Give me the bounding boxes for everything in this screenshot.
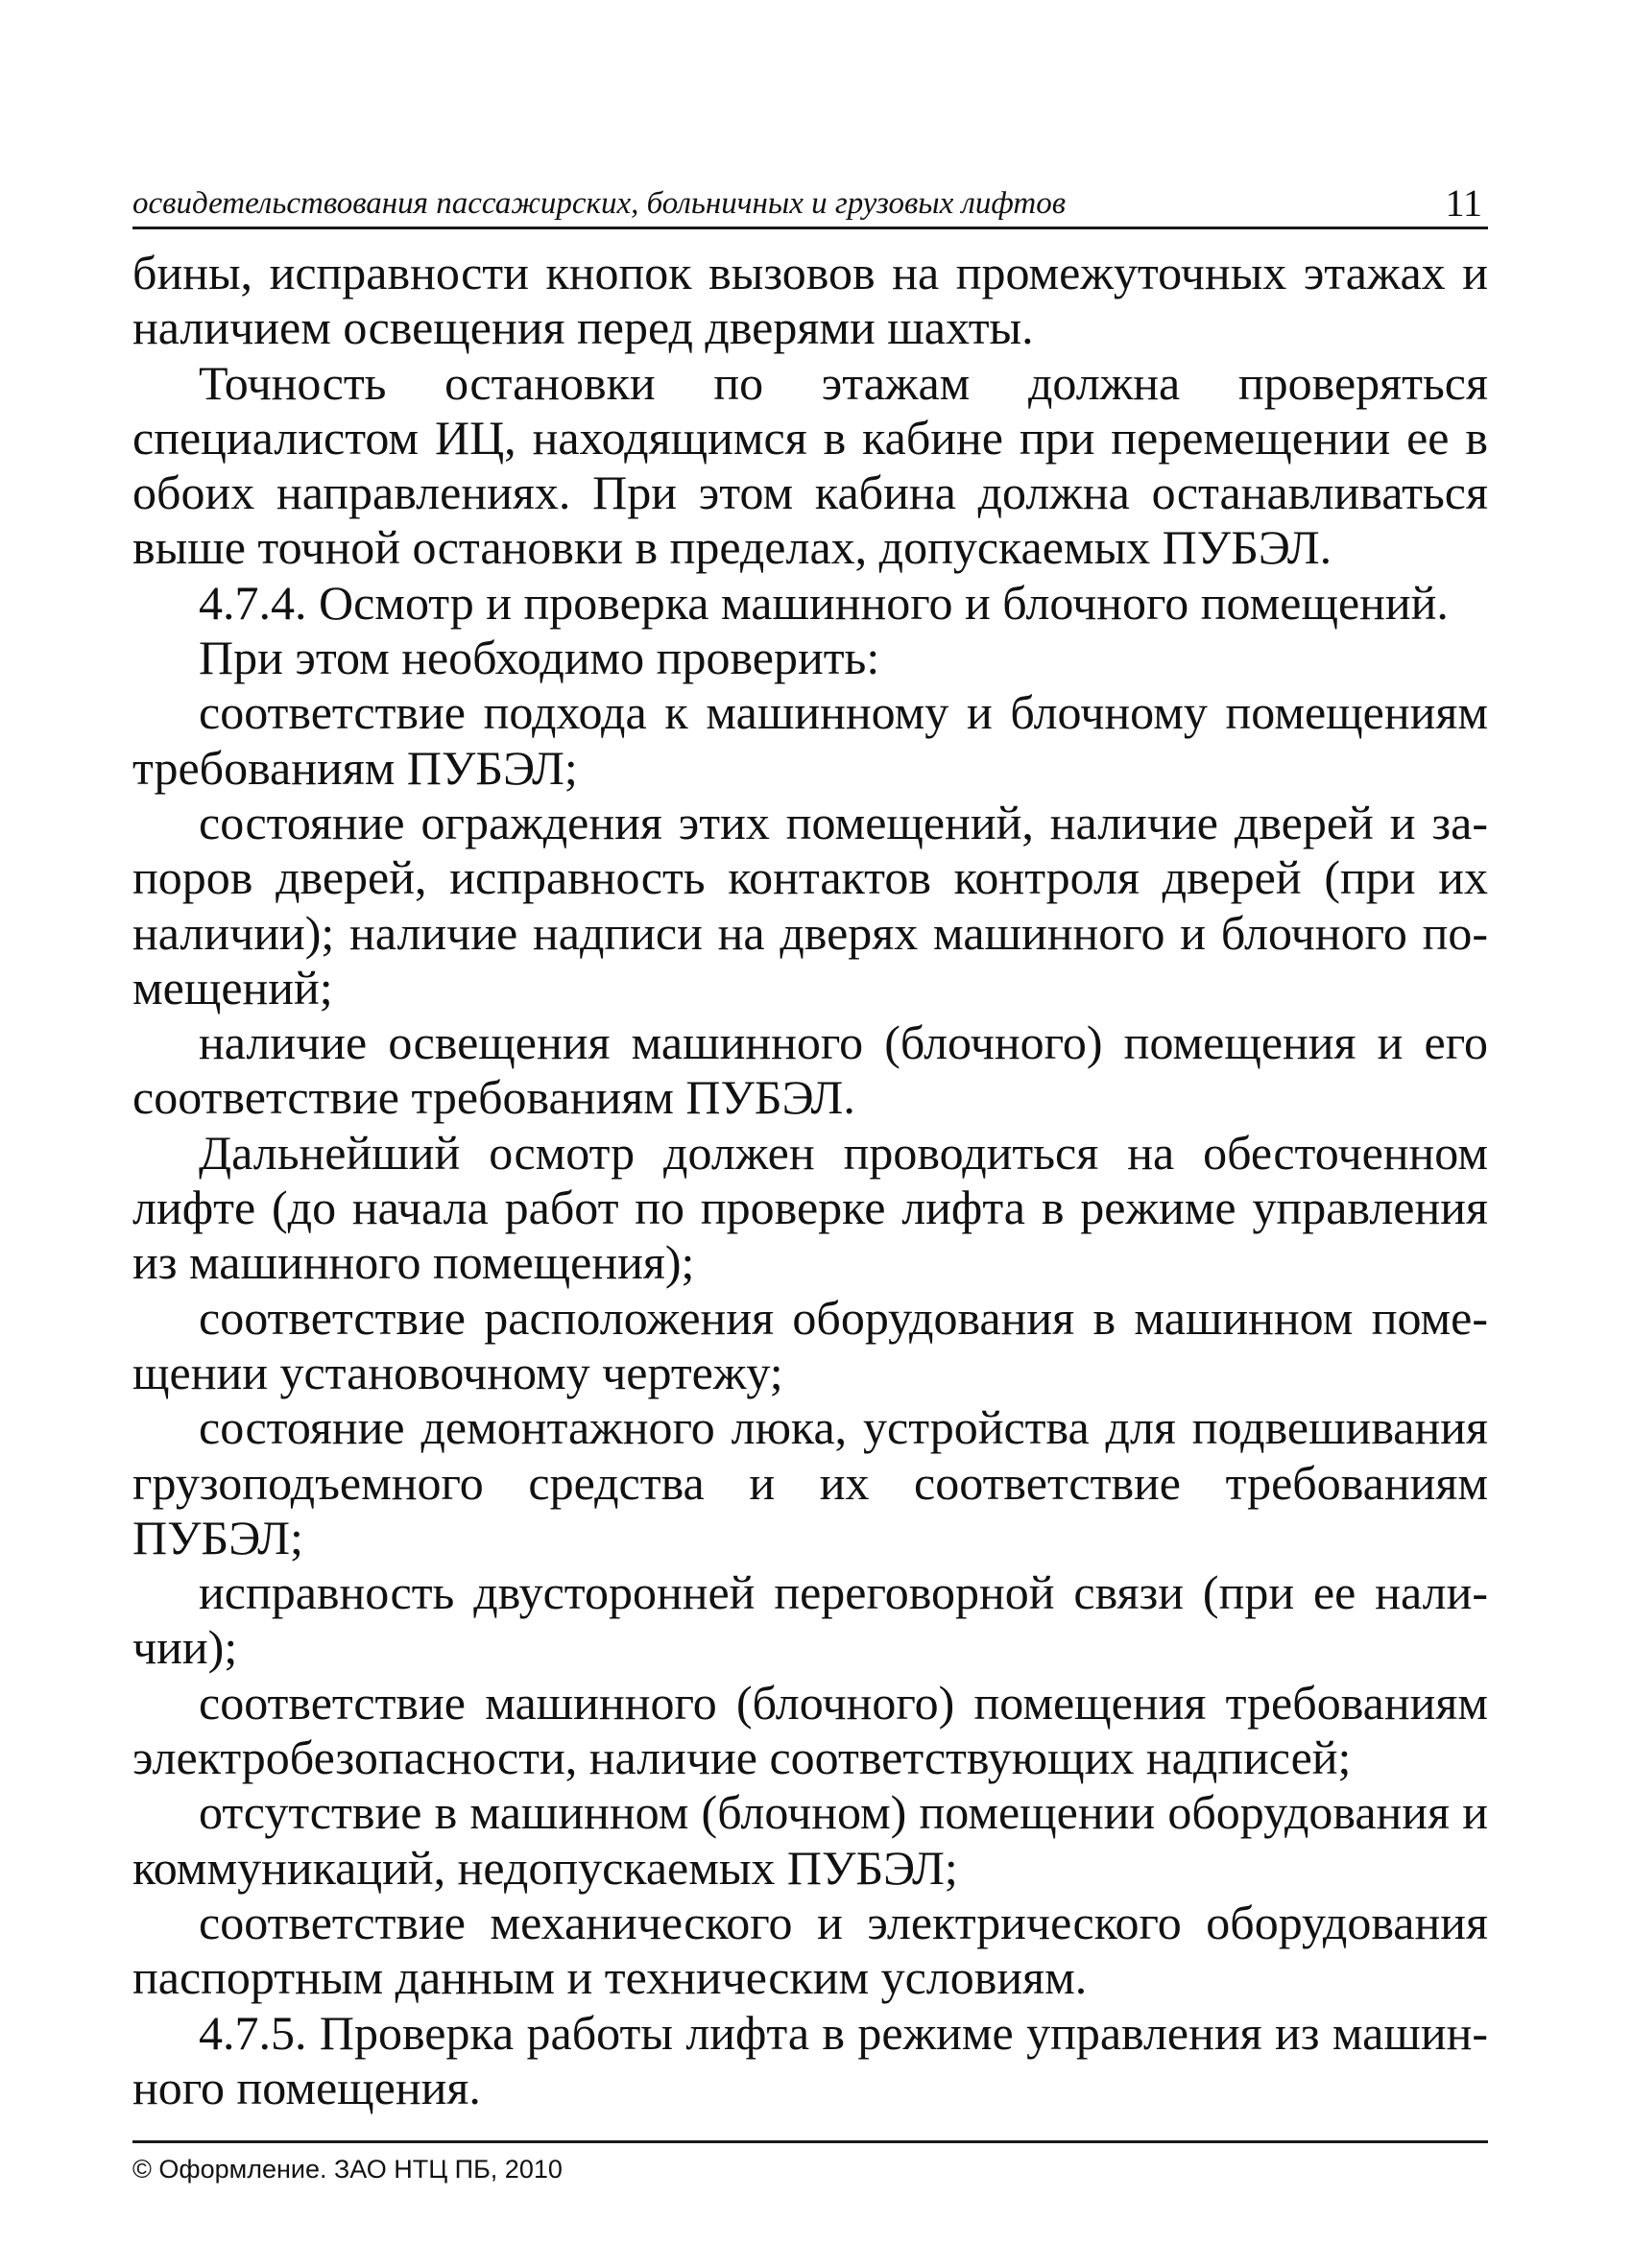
section-heading-4-7-5: 4.7.5. Проверка работы лифта в режиме управления из машинного помещения. <box>132 2005 1488 2114</box>
list-item: состояние ограждения этих помещений, наличие дверей и запоров дверей, исправность контактов контроля дверей (при их наличии); наличие надписи на дверях машинного и блочного помещений; <box>132 795 1488 1015</box>
list-item: соответствие машинного (блочного) помещения требованиям электробезопасности, наличие соответствующих надписей; <box>132 1675 1488 1785</box>
footer-copyright: © Оформление. ЗАО НТЦ ПБ, 2010 <box>132 2155 563 2184</box>
section-heading-4-7-4: 4.7.4. Осмотр и проверка машинного и блочного помещений. <box>199 575 1449 630</box>
list-item: соответствие расположения оборудования в машинном помещении установочному чертежу; <box>132 1290 1488 1399</box>
footer-rule <box>132 2140 1488 2143</box>
running-header-title: освидетельствования пассажирских, больничных и грузовых лифтов <box>132 186 1067 221</box>
list-item: исправность двусторонней переговорной связи (при ее наличии); <box>132 1565 1488 1675</box>
paragraph: бины, исправности кнопок вызовов на промежуточных этажах и наличием освещения перед дверями шахты. <box>132 246 1488 355</box>
running-header <box>132 181 1488 229</box>
list-item: наличие освещения машинного (блочного) помещения и его соответствие требованиям ПУБЭЛ. <box>132 1015 1488 1125</box>
paragraph: Дальнейший осмотр должен проводиться на обесточенном лифте (до начала работ по проверке лифта в режиме управления из машинного помещения); <box>132 1125 1488 1290</box>
body-text <box>132 246 1488 2115</box>
list-item: соответствие механического и электрического оборудования паспортным данным и техническим условиям. <box>132 1895 1488 2005</box>
list-item: состояние демонтажного люка, устройства для подвешивания грузоподъемного средства и их соответствие требованиям ПУБЭЛ; <box>132 1400 1488 1564</box>
paragraph: При этом необходимо проверить: <box>199 631 880 685</box>
list-item: отсутствие в машинном (блочном) помещении оборудования и коммуникаций, недопускаемых ПУБЭЛ; <box>132 1785 1488 1895</box>
list-item: соответствие подхода к машинному и блочному помещениям требованиям ПУБЭЛ; <box>132 685 1488 795</box>
paragraph: Точность остановки по этажам должна проверяться специалистом ИЦ, находящимся в кабине при перемещении ее в обоих направлениях. При этом кабина должна останавливаться выше точной остановки в пределах, допускаемых ПУБЭЛ. <box>132 355 1488 575</box>
page-number: 11 <box>1445 181 1482 225</box>
